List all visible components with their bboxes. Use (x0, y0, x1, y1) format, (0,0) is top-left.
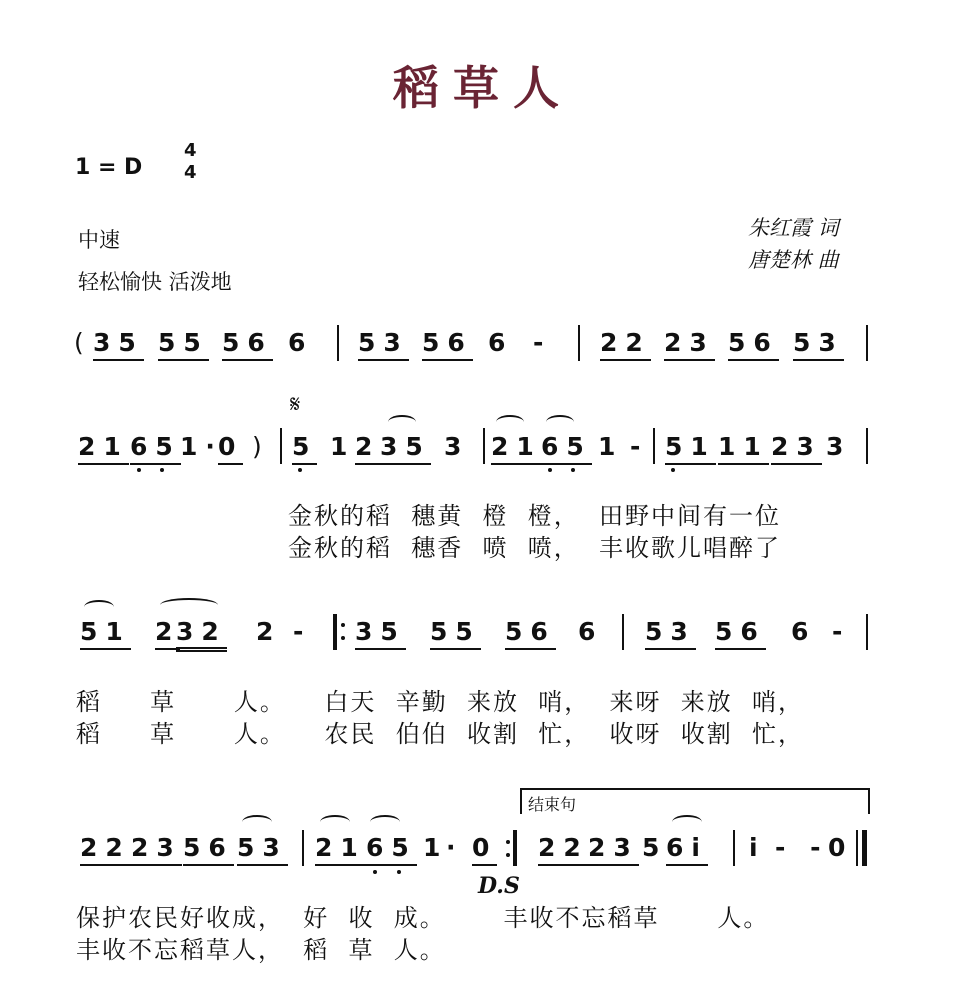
ending-label: 结束句 (528, 795, 577, 814)
barline (866, 325, 868, 361)
barline (302, 830, 304, 866)
low-octave-dot (137, 468, 141, 472)
note: 6i (666, 833, 708, 866)
note: 1 (330, 432, 356, 461)
lyrics-verse-1: 金秋的稻 穗黄 橙 橙， 田野中间有一位 (288, 502, 782, 530)
note: 6 (488, 328, 514, 357)
rest: 0 (472, 833, 497, 866)
note: 3 (826, 432, 852, 461)
note: 23 (131, 833, 182, 866)
note: 1 (598, 432, 624, 461)
repeat-end (513, 830, 517, 866)
note: 53 (645, 617, 696, 650)
note: 55 (158, 328, 209, 361)
open-paren: ( (74, 328, 92, 357)
barline (866, 428, 868, 464)
note: 53 (793, 328, 844, 361)
note: 56 (728, 328, 779, 361)
time-bottom: 4 (184, 162, 197, 183)
note: 56 (422, 328, 473, 361)
note: 51 (80, 617, 131, 650)
note: 65 (130, 432, 181, 465)
segno-icon: 𝄋 (290, 390, 301, 418)
lyrics-verse-2: 稻 草 人。 农民 伯伯 收割 忙， 收呀 收割 忙， (76, 720, 804, 748)
note: 35 (355, 617, 406, 650)
slur (388, 415, 416, 429)
ds-marking: D.S (478, 873, 520, 899)
note: 5 (642, 833, 668, 862)
note: 65 (366, 833, 417, 866)
dash: - (630, 432, 649, 461)
lyricist: 朱红霞 词 (748, 216, 839, 240)
note: 5 (292, 432, 317, 465)
dash: - (293, 617, 312, 646)
lyrics-verse-1: 保护农民好收成， 好 收 成。 丰收不忘稻草 人。 (76, 904, 770, 932)
barline (653, 428, 655, 464)
repeat-dot (341, 636, 345, 640)
note: 35 (93, 328, 144, 361)
note: 23 (771, 432, 822, 465)
time-top: 4 (184, 140, 197, 161)
note: 1 (423, 833, 449, 862)
note: 2 (355, 432, 380, 465)
note: 11 (718, 432, 769, 465)
barline (483, 428, 485, 464)
slur (546, 415, 574, 429)
rest: 0 (828, 833, 854, 862)
slur (84, 600, 114, 614)
lyrics-verse-2: 金秋的稻 穗香 喷 喷， 丰收歌儿唱醉了 (288, 534, 782, 562)
slur (672, 815, 702, 829)
slur (160, 598, 218, 612)
lyrics-verse-2: 丰收不忘稻草人， 稻 草 人。 (76, 936, 446, 964)
barline (578, 325, 580, 361)
dash: - - (775, 833, 829, 862)
dash: - (533, 328, 552, 357)
note: 35 (380, 432, 431, 465)
low-octave-dot (160, 468, 164, 472)
note: 56 (222, 328, 273, 361)
lyrics-verse-1: 稻 草 人。 白天 辛勤 来放 哨， 来呀 来放 哨， (76, 688, 804, 716)
mood: 轻松愉快 活泼地 (78, 270, 232, 294)
note: 6 (791, 617, 817, 646)
final-barline-thin (856, 830, 858, 866)
note: 21 (491, 432, 542, 465)
slur (320, 815, 350, 829)
note: 21 (315, 833, 366, 866)
close-paren: ) (252, 432, 270, 461)
low-octave-dot (373, 870, 377, 874)
note: 2 (256, 617, 282, 646)
barline (337, 325, 339, 361)
note: 65 (541, 432, 592, 465)
note: 21 (78, 432, 129, 465)
dot-duration: · (446, 833, 464, 862)
key-signature: 1 = D (75, 155, 143, 180)
repeat-start (333, 614, 337, 650)
barline (866, 614, 868, 650)
note: 53 (237, 833, 288, 866)
note: 53 (358, 328, 409, 361)
note: 6 (288, 328, 314, 357)
note: 23 (588, 833, 639, 866)
barline (733, 830, 735, 866)
rest: 0 (218, 432, 243, 465)
note: 22 (600, 328, 651, 361)
low-octave-dot (548, 468, 552, 472)
tempo: 中速 (78, 228, 120, 252)
barline (280, 428, 282, 464)
repeat-dot (341, 623, 345, 627)
note: 22 (538, 833, 589, 866)
note: 22 (80, 833, 131, 866)
note: 2 (155, 617, 180, 650)
slur (496, 415, 524, 429)
note: 56 (715, 617, 766, 650)
note: 56 (183, 833, 234, 866)
repeat-dot (506, 853, 510, 857)
repeat-dot (506, 840, 510, 844)
note: 6 (578, 617, 604, 646)
barline (622, 614, 624, 650)
note: 32 (176, 617, 227, 652)
composer: 唐楚林 曲 (748, 248, 839, 272)
note: 3 (444, 432, 470, 461)
slur (370, 815, 400, 829)
song-title: 稻草人 (393, 61, 573, 115)
note: 23 (664, 328, 715, 361)
final-barline-thick (862, 830, 867, 866)
time-signature (184, 140, 197, 184)
note: 51 (665, 432, 716, 465)
low-octave-dot (571, 468, 575, 472)
low-octave-dot (298, 468, 302, 472)
note: 56 (505, 617, 556, 650)
note: 1· (180, 432, 223, 461)
note: i (749, 833, 766, 862)
low-octave-dot (397, 870, 401, 874)
dash: - (832, 617, 851, 646)
ending-bracket (520, 788, 870, 814)
note: 55 (430, 617, 481, 650)
slur (242, 815, 272, 829)
low-octave-dot (671, 468, 675, 472)
